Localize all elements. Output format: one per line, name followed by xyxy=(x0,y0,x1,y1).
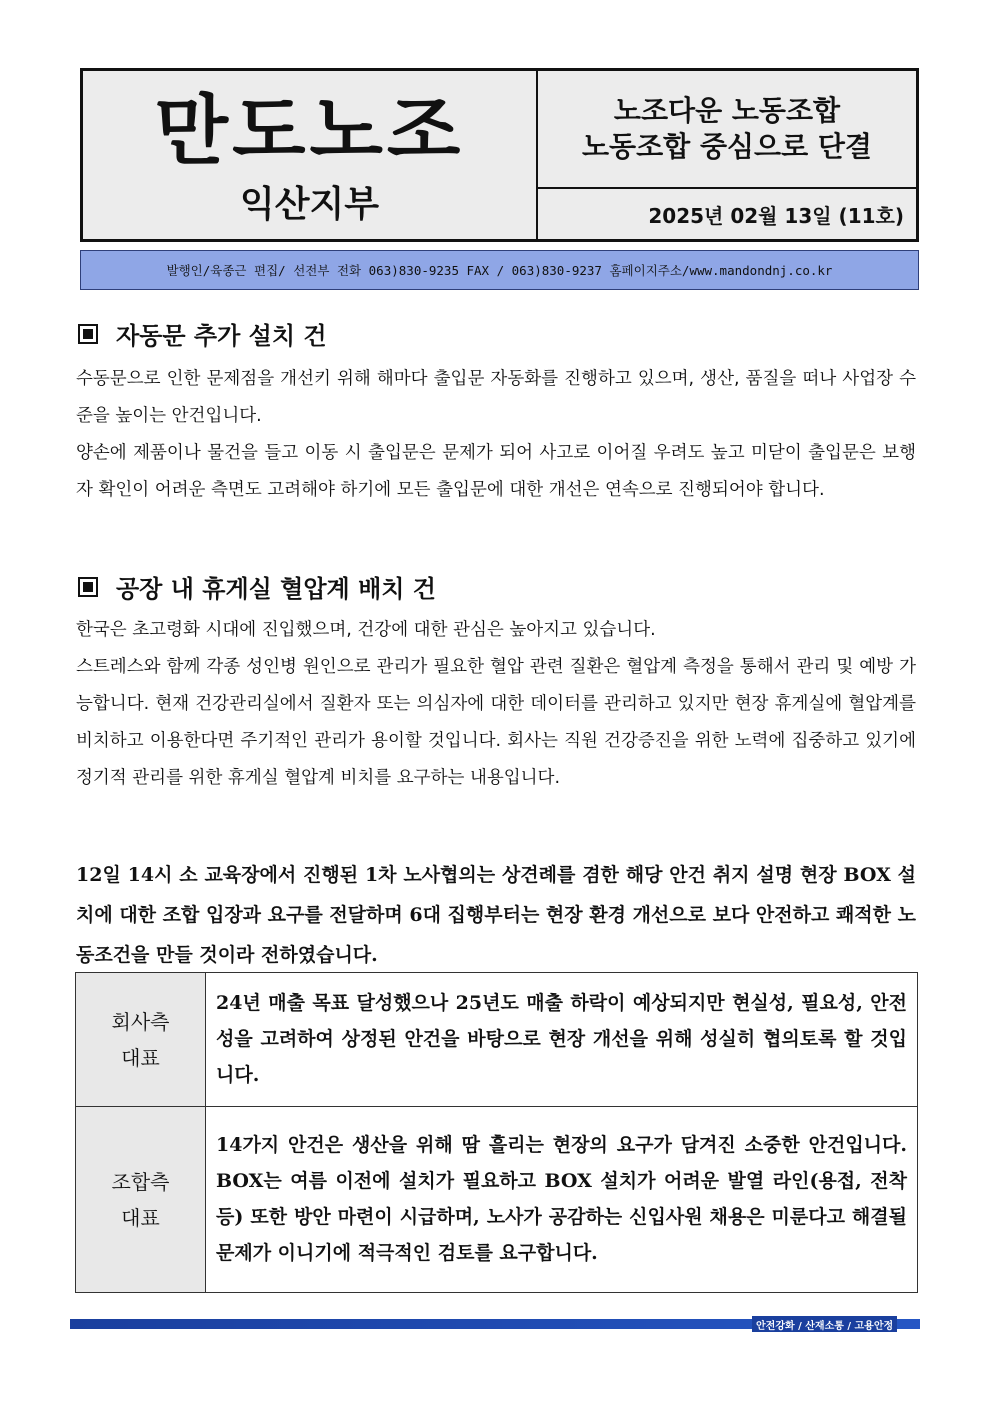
section-paragraph: 양손에 제품이나 물건을 들고 이동 시 출입문은 문제가 되어 사고로 이어질 우려도 높고 미닫이 출입문은 보행자 확인이 어려운 측면도 고려해야 하기에 모든 출입문에 대한 개선은 연속으로 진행되어야 합니다. xyxy=(76,443,916,500)
footer-slogan-tag: 안전강화 / 산재소통 / 고용안정 xyxy=(752,1316,897,1332)
section-heading-text: 자동문 추가 설치 건 xyxy=(116,321,327,350)
section-heading-text: 공장 내 휴게실 혈압계 배치 건 xyxy=(116,574,436,603)
company-rep-label: 회사측 대표 xyxy=(76,973,206,1107)
slogan-line-2: 노동조합 중심으로 단결 xyxy=(582,130,872,163)
branch-name: 익산지부 xyxy=(239,184,380,225)
square-bullet-icon xyxy=(78,324,98,344)
representatives-table xyxy=(75,972,918,1293)
slogan-line-1: 노조다운 노동조합 xyxy=(613,93,841,127)
masthead xyxy=(80,68,919,242)
section-paragraph: 스트레스와 함께 각종 성인병 원인으로 관리가 필요한 혈압 관련 질환은 혈압계 측정을 통해서 관리 및 예방 가능합니다. 현재 건강관리실에서 질환자 또는 의심자에 대한 데이터를 관리하고 있지만 현장 휴게실에 혈압계를 비치하고 이용한다면 주기적인 관리가 용이할 것입니다. 회사는 직원 건강증진을 위한 노력에 집중하고 있기에 정기적 관리를 위한 휴게실 혈압계 비치를 요구하는 내용입니다. xyxy=(76,657,916,788)
meeting-summary: 12일 14시 소 교육장에서 진행된 1차 노사협의는 상견례를 겸한 해당 안건 취지 설명 현장 BOX 설치에 대한 조합 입장과 요구를 전달하며 6대 집행부터는 현장 환경 개선으로 보다 안전하고 쾌적한 노동조건을 만들 것이라 전하였습니다. xyxy=(76,864,916,966)
section-paragraph: 한국은 초고령화 시대에 진입했으며, 건강에 대한 관심은 높아지고 있습니다. xyxy=(76,620,656,640)
masthead-info-block xyxy=(538,71,916,239)
newsletter-title: 만도노조 xyxy=(154,86,465,175)
section-paragraph: 수동문으로 인한 문제점을 개선키 위해 해마다 출입문 자동화를 진행하고 있으며, 생산, 품질을 떠나 사업장 수준을 높이는 안건입니다. xyxy=(76,369,916,426)
company-rep-statement: 24년 매출 목표 달성했으나 25년도 매출 하락이 예상되지만 현실성, 필요성, 안전성을 고려하여 상정된 안건을 바탕으로 현장 개선을 위해 성실히 협의토록 할 것입니다. xyxy=(206,973,918,1107)
table-row xyxy=(76,1107,918,1293)
union-rep-statement: 14가지 안건은 생산을 위해 땀 흘리는 현장의 요구가 담겨진 소중한 안건입니다. BOX는 여름 이전에 설치가 필요하고 BOX 설치가 어려운 발열 라인(용접, 전착 등) 또한 방안 마련이 시급하며, 노사가 공감하는 신입사원 채용은 미룬다고 해결될 문제가 이니기에 적극적인 검토를 요구합니다. xyxy=(206,1107,918,1293)
table-row xyxy=(76,973,918,1107)
masthead-title-block xyxy=(83,71,538,239)
section-heading-auto-door xyxy=(78,316,327,351)
union-rep-label: 조합측 대표 xyxy=(76,1107,206,1293)
section-heading-blood-pressure xyxy=(78,569,436,604)
issue-date: 2025년 02월 13일 (11호) xyxy=(648,203,904,228)
publisher-info-bar: 발행인/육종근 편집/ 선전부 전화 063)830-9235 FAX / 063)830-9237 홈페이지주소/www.mandondnj.co.kr xyxy=(80,250,919,290)
square-bullet-icon xyxy=(78,577,98,597)
slogan xyxy=(538,71,916,189)
